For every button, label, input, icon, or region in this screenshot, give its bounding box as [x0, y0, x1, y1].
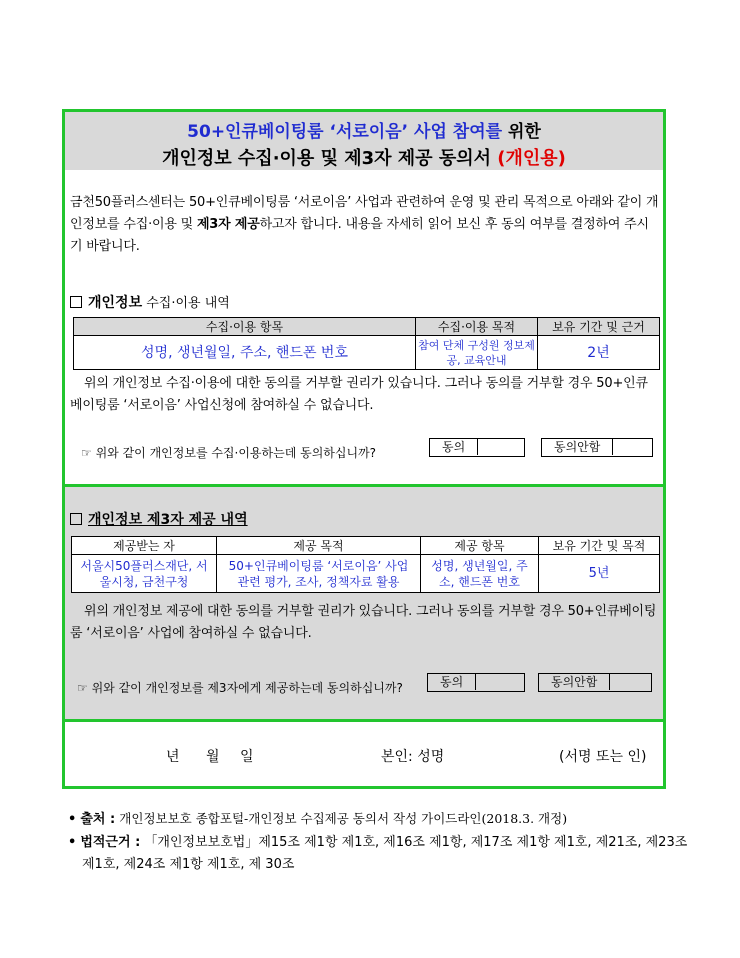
table-cell: 2년 [538, 336, 660, 370]
source-label: 출처 : [80, 812, 116, 827]
section2-heading [70, 509, 248, 529]
agree-label: 동의 [428, 674, 476, 690]
third-party-table [71, 536, 660, 593]
signature-month: 월 [206, 749, 220, 765]
table-cell: 50+인큐베이팅룸 ‘서로이음’ 사업 관련 평가, 조사, 정책자료 활용 [217, 555, 421, 593]
document-title-line1 [65, 117, 663, 142]
section2-heading-text: 개인정보 제3자 제공 내역 [88, 512, 248, 528]
title-blue-text: 50+인큐베이팅룸 ‘서로이음’ 사업 참여를 [187, 122, 503, 142]
table-header-cell: 수집·이용 항목 [74, 318, 416, 336]
table-cell: 참여 단체 구성원 정보제공, 교육안내 [416, 336, 538, 370]
section1-disagree-box[interactable] [541, 438, 653, 457]
disagree-label: 동의안함 [542, 439, 613, 455]
table-header-row [72, 537, 660, 555]
intro-bold-text: 제3자 제공 [196, 217, 260, 232]
intro-paragraph [70, 192, 660, 258]
signature-sign: (서명 또는 인) [559, 749, 647, 765]
intro-text-1: 금천50플러스센터는 50+인큐베이팅룸 ‘서로이음’ 사업과 관련하여 운영 및 관리 목적으로 아래와 같이 개인정보를 수집·이용 및 [70, 195, 659, 232]
intro-text-2: 하고자 합니다. 내용을 자세히 읽어 보신 후 동의 여부를 결정하여 주시기 바랍니다. [70, 217, 649, 254]
agree-label: 동의 [430, 439, 478, 455]
signature-person[interactable]: 본인: 성명 [381, 749, 445, 765]
table-row [72, 555, 660, 593]
title-red-text: (개인용) [497, 148, 566, 169]
table-header-row [74, 318, 660, 336]
section1-notice: 위의 개인정보 수집·이용에 대한 동의를 거부할 권리가 있습니다. 그러나 동의를 거부할 경우 50+인큐베이팅룸 ‘서로이음’ 사업신청에 참여하실 수 없습니다. [70, 376, 648, 413]
bullet-icon: • [68, 812, 77, 827]
table-header-cell: 보유 기간 및 근거 [538, 318, 660, 336]
title-main-text: 개인정보 수집·이용 및 제3자 제공 동의서 [162, 148, 498, 169]
title-black-text: 위한 [502, 122, 541, 142]
table-header-cell: 제공받는 자 [72, 537, 217, 555]
table-header-cell: 제공 항목 [421, 537, 539, 555]
section1-agree-box[interactable] [429, 438, 525, 457]
checkbox-square-icon [70, 513, 82, 525]
section1-heading [70, 292, 230, 312]
section2-notice: 위의 개인정보 제공에 대한 동의를 거부할 권리가 있습니다. 그러나 동의를 거부할 경우 50+인큐베이팅룸 ‘서로이음’ 사업에 참여하실 수 없습니다. [70, 604, 657, 641]
table-cell: 성명, 생년월일, 주소, 핸드폰 번호 [421, 555, 539, 593]
bullet-icon: • [68, 835, 77, 850]
section1-heading-bold: 개인정보 [88, 295, 143, 311]
law-text: 「개인정보보호법」제15조 제1항 제1호, 제16조 제1항, 제17조 제1항 제1호, 제21조, 제23조 제1호, 제24조 제1항 제1호, 제 30조 [82, 835, 688, 872]
signature-day: 일 [240, 749, 254, 765]
section2-question: ☞ 위와 같이 개인정보를 제3자에게 제공하는데 동의하십니까? [77, 681, 403, 695]
consent-section-third-party [62, 484, 666, 722]
footer-source [68, 808, 688, 831]
table-header-cell: 보유 기간 및 목적 [539, 537, 660, 555]
document-title-line2 [65, 144, 663, 170]
consent-section-collection [62, 109, 666, 487]
section1-heading-rest: 수집·이용 내역 [142, 296, 230, 311]
section2-agree-box[interactable] [427, 673, 525, 692]
section1-question: ☞ 위와 같이 개인정보를 수집·이용하는데 동의하십니까? [81, 446, 377, 460]
table-header-cell: 수집·이용 목적 [416, 318, 538, 336]
title-band [65, 112, 663, 170]
disagree-label: 동의안함 [539, 674, 610, 690]
table-row [74, 336, 660, 370]
table-cell: 5년 [539, 555, 660, 593]
checkbox-square-icon [70, 296, 82, 308]
signature-section [62, 719, 666, 789]
table-cell: 성명, 생년월일, 주소, 핸드폰 번호 [74, 336, 416, 370]
law-label: 법적근거 : [80, 835, 141, 850]
section2-disagree-box[interactable] [538, 673, 652, 692]
table-cell: 서울시50플러스재단, 서울시청, 금천구청 [72, 555, 217, 593]
collection-table [73, 317, 660, 370]
table-header-cell: 제공 목적 [217, 537, 421, 555]
footer-legal-basis [68, 832, 688, 876]
signature-year: 년 [166, 749, 180, 765]
source-text: 개인정보보호 종합포털-개인정보 수집제공 동의서 작성 가이드라인(2018.3. 개정) [119, 811, 568, 826]
